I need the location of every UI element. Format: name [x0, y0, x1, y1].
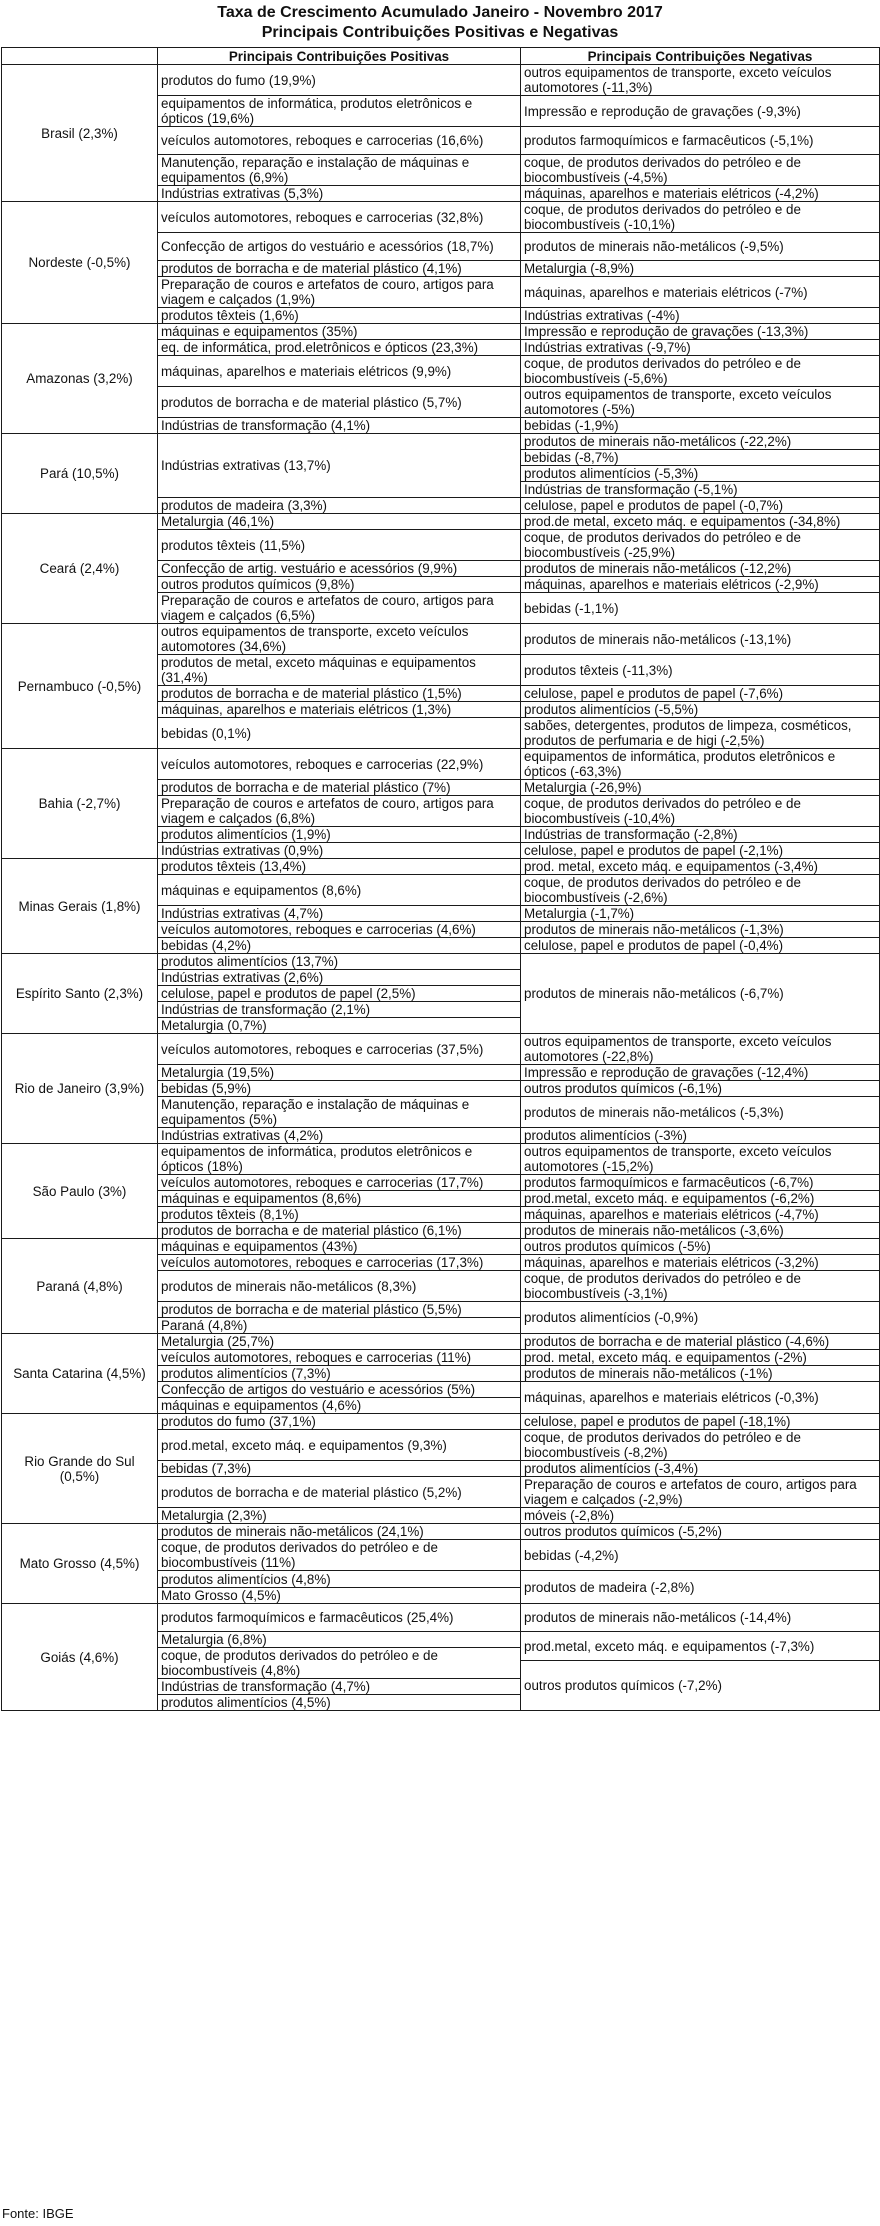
- positive-contribution-cell: Preparação de couros e artefatos de couro, artigos para viagem e calçados (6,5%): [158, 593, 521, 624]
- region-name-cell: Nordeste (-0,5%): [2, 202, 158, 324]
- table-header-row: [2, 48, 880, 65]
- negative-contribution-cell: celulose, papel e produtos de papel (-2,1%): [521, 843, 880, 859]
- negative-header: Principais Contribuições Negativas: [521, 48, 880, 65]
- negative-contribution-cell: coque, de produtos derivados do petróleo e de biocombustíveis (-3,1%): [521, 1271, 880, 1302]
- positive-contribution-cell: Preparação de couros e artefatos de couro, artigos para viagem e calçados (1,9%): [158, 277, 521, 308]
- negative-contribution-cell: produtos alimentícios (-5,5%): [521, 702, 880, 718]
- positive-contribution-cell: veículos automotores, reboques e carrocerias (32,8%): [158, 202, 521, 233]
- region-name-cell: Bahia (-2,7%): [2, 749, 158, 859]
- page-subtitle: Principais Contribuições Positivas e Negativas: [261, 24, 619, 41]
- negative-contribution-cell: prod. metal, exceto máq. e equipamentos (-3,4%): [521, 859, 880, 875]
- region-name-cell: Santa Catarina (4,5%): [2, 1334, 158, 1414]
- positive-contribution-cell: bebidas (7,3%): [158, 1461, 521, 1477]
- positive-contribution-cell: coque, de produtos derivados do petróleo e de biocombustíveis (11%): [158, 1540, 521, 1571]
- source-note: Fonte: IBGE: [2, 2206, 74, 2221]
- negative-contribution-cell: Indústrias extrativas (-9,7%): [521, 340, 880, 356]
- positive-contribution-cell: coque, de produtos derivados do petróleo e de biocombustíveis (4,8%): [158, 1648, 521, 1679]
- region-name-cell: Rio Grande do Sul (0,5%): [2, 1414, 158, 1524]
- region-name-cell: Brasil (2,3%): [2, 65, 158, 202]
- region-name-cell: Rio de Janeiro (3,9%): [2, 1034, 158, 1144]
- negative-contribution-cell: outros produtos químicos (-7,2%): [521, 1661, 880, 1711]
- positive-contribution-cell: produtos farmoquímicos e farmacêuticos (25,4%): [158, 1604, 521, 1632]
- positive-contribution-cell: Metalurgia (2,3%): [158, 1508, 521, 1524]
- positive-contribution-cell: produtos de metal, exceto máquinas e equipamentos (31,4%): [158, 655, 521, 686]
- table-row: [2, 1524, 880, 1540]
- negative-contribution-cell: produtos têxteis (-11,3%): [521, 655, 880, 686]
- positive-contribution-cell: prod.metal, exceto máq. e equipamentos (9,3%): [158, 1430, 521, 1461]
- positive-contribution-cell: Indústrias extrativas (13,7%): [158, 434, 521, 498]
- positive-contribution-cell: veículos automotores, reboques e carrocerias (37,5%): [158, 1034, 521, 1065]
- positive-contribution-cell: produtos do fumo (37,1%): [158, 1414, 521, 1430]
- negative-contribution-cell: Indústrias de transformação (-2,8%): [521, 827, 880, 843]
- positive-header: Principais Contribuições Positivas: [158, 48, 521, 65]
- negative-contribution-cell: móveis (-2,8%): [521, 1508, 880, 1524]
- negative-contribution-cell: bebidas (-1,1%): [521, 593, 880, 624]
- positive-contribution-cell: bebidas (4,2%): [158, 938, 521, 954]
- positive-contribution-cell: veículos automotores, reboques e carrocerias (16,6%): [158, 127, 521, 155]
- contributions-table: [1, 47, 880, 1711]
- negative-contribution-cell: celulose, papel e produtos de papel (-7,6%): [521, 686, 880, 702]
- negative-contribution-cell: produtos alimentícios (-3%): [521, 1128, 880, 1144]
- positive-contribution-cell: produtos têxteis (11,5%): [158, 530, 521, 561]
- positive-contribution-cell: produtos de madeira (3,3%): [158, 498, 521, 514]
- table-row: [2, 1034, 880, 1065]
- positive-contribution-cell: produtos de borracha e de material plástico (5,2%): [158, 1477, 521, 1508]
- negative-contribution-cell: Impressão e reprodução de gravações (-9,3%): [521, 96, 880, 127]
- negative-contribution-cell: produtos farmoquímicos e farmacêuticos (-6,7%): [521, 1175, 880, 1191]
- negative-contribution-cell: produtos de minerais não-metálicos (-6,7%): [521, 954, 880, 1034]
- table-row: [2, 65, 880, 96]
- positive-contribution-cell: produtos alimentícios (7,3%): [158, 1366, 521, 1382]
- negative-contribution-cell: prod.metal, exceto máq. e equipamentos (-6,2%): [521, 1191, 880, 1207]
- region-name-cell: Minas Gerais (1,8%): [2, 859, 158, 954]
- region-name-cell: Goiás (4,6%): [2, 1604, 158, 1711]
- negative-contribution-cell: outros equipamentos de transporte, exceto veículos automotores (-11,3%): [521, 65, 880, 96]
- positive-contribution-cell: Paraná (4,8%): [158, 1318, 521, 1334]
- positive-contribution-cell: máquinas, aparelhos e materiais elétricos (9,9%): [158, 356, 521, 387]
- positive-contribution-cell: máquinas e equipamentos (4,6%): [158, 1398, 521, 1414]
- positive-contribution-cell: Manutenção, reparação e instalação de máquinas e equipamentos (6,9%): [158, 155, 521, 186]
- negative-contribution-cell: coque, de produtos derivados do petróleo e de biocombustíveis (-25,9%): [521, 530, 880, 561]
- positive-contribution-cell: Mato Grosso (4,5%): [158, 1588, 521, 1604]
- positive-contribution-cell: Indústrias extrativas (5,3%): [158, 186, 521, 202]
- positive-contribution-cell: produtos do fumo (19,9%): [158, 65, 521, 96]
- positive-contribution-cell: produtos alimentícios (1,9%): [158, 827, 521, 843]
- region-name-cell: Pará (10,5%): [2, 434, 158, 514]
- table-row: [2, 749, 880, 780]
- negative-contribution-cell: coque, de produtos derivados do petróleo e de biocombustíveis (-5,6%): [521, 356, 880, 387]
- negative-contribution-cell: produtos de madeira (-2,8%): [521, 1571, 880, 1604]
- positive-contribution-cell: veículos automotores, reboques e carrocerias (4,6%): [158, 922, 521, 938]
- negative-contribution-cell: produtos farmoquímicos e farmacêuticos (-5,1%): [521, 127, 880, 155]
- table-row: [2, 202, 880, 233]
- positive-contribution-cell: máquinas e equipamentos (8,6%): [158, 1191, 521, 1207]
- negative-contribution-cell: produtos de minerais não-metálicos (-1,3%): [521, 922, 880, 938]
- negative-contribution-cell: máquinas, aparelhos e materiais elétricos (-4,2%): [521, 186, 880, 202]
- positive-contribution-cell: produtos de borracha e de material plástico (5,7%): [158, 387, 521, 418]
- negative-contribution-cell: máquinas, aparelhos e materiais elétricos (-2,9%): [521, 577, 880, 593]
- negative-contribution-cell: produtos de minerais não-metálicos (-5,3%): [521, 1097, 880, 1128]
- positive-contribution-cell: equipamentos de informática, produtos eletrônicos e ópticos (19,6%): [158, 96, 521, 127]
- negative-contribution-cell: máquinas, aparelhos e materiais elétricos (-7%): [521, 277, 880, 308]
- negative-contribution-cell: prod.de metal, exceto máq. e equipamentos (-34,8%): [521, 514, 880, 530]
- positive-contribution-cell: produtos alimentícios (4,5%): [158, 1695, 521, 1711]
- positive-contribution-cell: Indústrias extrativas (4,2%): [158, 1128, 521, 1144]
- negative-contribution-cell: Indústrias de transformação (-5,1%): [521, 482, 880, 498]
- positive-contribution-cell: Metalurgia (0,7%): [158, 1018, 521, 1034]
- negative-contribution-cell: outros produtos químicos (-5,2%): [521, 1524, 880, 1540]
- negative-contribution-cell: produtos de minerais não-metálicos (-12,2%): [521, 561, 880, 577]
- positive-contribution-cell: produtos de borracha e de material plástico (7%): [158, 780, 521, 796]
- negative-contribution-cell: coque, de produtos derivados do petróleo e de biocombustíveis (-8,2%): [521, 1430, 880, 1461]
- positive-contribution-cell: máquinas e equipamentos (35%): [158, 324, 521, 340]
- positive-contribution-cell: equipamentos de informática, produtos eletrônicos e ópticos (18%): [158, 1144, 521, 1175]
- negative-contribution-cell: máquinas, aparelhos e materiais elétricos (-4,7%): [521, 1207, 880, 1223]
- region-name-cell: Pernambuco (-0,5%): [2, 624, 158, 749]
- positive-contribution-cell: máquinas e equipamentos (8,6%): [158, 875, 521, 906]
- negative-contribution-cell: outros equipamentos de transporte, exceto veículos automotores (-15,2%): [521, 1144, 880, 1175]
- positive-contribution-cell: produtos têxteis (13,4%): [158, 859, 521, 875]
- negative-contribution-cell: bebidas (-4,2%): [521, 1540, 880, 1571]
- negative-contribution-cell: Indústrias extrativas (-4%): [521, 308, 880, 324]
- positive-contribution-cell: produtos têxteis (1,6%): [158, 308, 521, 324]
- table-row: [2, 859, 880, 875]
- negative-contribution-cell: coque, de produtos derivados do petróleo e de biocombustíveis (-10,1%): [521, 202, 880, 233]
- positive-contribution-cell: celulose, papel e produtos de papel (2,5%): [158, 986, 521, 1002]
- negative-contribution-cell: bebidas (-1,9%): [521, 418, 880, 434]
- positive-contribution-cell: Metalurgia (25,7%): [158, 1334, 521, 1350]
- negative-contribution-cell: Impressão e reprodução de gravações (-13,3%): [521, 324, 880, 340]
- table-row: [2, 1144, 880, 1175]
- region-name-cell: Ceará (2,4%): [2, 514, 158, 624]
- positive-contribution-cell: produtos de borracha e de material plástico (1,5%): [158, 686, 521, 702]
- positive-contribution-cell: Metalurgia (19,5%): [158, 1065, 521, 1081]
- positive-contribution-cell: Metalurgia (6,8%): [158, 1632, 521, 1648]
- positive-contribution-cell: Indústrias de transformação (4,1%): [158, 418, 521, 434]
- negative-contribution-cell: máquinas, aparelhos e materiais elétricos (-0,3%): [521, 1382, 880, 1414]
- region-name-cell: São Paulo (3%): [2, 1144, 158, 1239]
- negative-contribution-cell: sabões, detergentes, produtos de limpeza, cosméticos, produtos de perfumaria e de higi (-2,5%): [521, 718, 880, 749]
- negative-contribution-cell: bebidas (-8,7%): [521, 450, 880, 466]
- positive-contribution-cell: Metalurgia (46,1%): [158, 514, 521, 530]
- positive-contribution-cell: Indústrias extrativas (2,6%): [158, 970, 521, 986]
- positive-contribution-cell: eq. de informática, prod.eletrônicos e ópticos (23,3%): [158, 340, 521, 356]
- negative-contribution-cell: Metalurgia (-1,7%): [521, 906, 880, 922]
- table-row: [2, 514, 880, 530]
- table-row: [2, 624, 880, 655]
- negative-contribution-cell: celulose, papel e produtos de papel (-0,4%): [521, 938, 880, 954]
- negative-contribution-cell: produtos de minerais não-metálicos (-22,2%): [521, 434, 880, 450]
- negative-contribution-cell: produtos alimentícios (-5,3%): [521, 466, 880, 482]
- negative-contribution-cell: produtos de minerais não-metálicos (-1%): [521, 1366, 880, 1382]
- positive-contribution-cell: Indústrias extrativas (0,9%): [158, 843, 521, 859]
- positive-contribution-cell: veículos automotores, reboques e carrocerias (17,7%): [158, 1175, 521, 1191]
- negative-contribution-cell: produtos alimentícios (-0,9%): [521, 1302, 880, 1334]
- negative-contribution-cell: outros equipamentos de transporte, exceto veículos automotores (-22,8%): [521, 1034, 880, 1065]
- positive-contribution-cell: Confecção de artigos do vestuário e acessórios (5%): [158, 1382, 521, 1398]
- negative-contribution-cell: Impressão e reprodução de gravações (-12,4%): [521, 1065, 880, 1081]
- negative-contribution-cell: outros produtos químicos (-6,1%): [521, 1081, 880, 1097]
- negative-contribution-cell: prod.metal, exceto máq. e equipamentos (-7,3%): [521, 1632, 880, 1661]
- positive-contribution-cell: produtos alimentícios (13,7%): [158, 954, 521, 970]
- negative-contribution-cell: produtos de minerais não-metálicos (-9,5%): [521, 233, 880, 261]
- positive-contribution-cell: Confecção de artig. vestuário e acessórios (9,9%): [158, 561, 521, 577]
- negative-contribution-cell: coque, de produtos derivados do petróleo e de biocombustíveis (-10,4%): [521, 796, 880, 827]
- positive-contribution-cell: outros equipamentos de transporte, exceto veículos automotores (34,6%): [158, 624, 521, 655]
- table-row: [2, 1334, 880, 1350]
- page-title: Taxa de Crescimento Acumulado Janeiro - Novembro 2017: [217, 4, 663, 21]
- positive-contribution-cell: outros produtos químicos (9,8%): [158, 577, 521, 593]
- negative-contribution-cell: coque, de produtos derivados do petróleo e de biocombustíveis (-2,6%): [521, 875, 880, 906]
- table-row: [2, 1414, 880, 1430]
- table-row: [2, 1604, 880, 1632]
- positive-contribution-cell: produtos de minerais não-metálicos (24,1%): [158, 1524, 521, 1540]
- negative-contribution-cell: produtos de borracha e de material plástico (-4,6%): [521, 1334, 880, 1350]
- table-row: [2, 954, 880, 970]
- positive-contribution-cell: veículos automotores, reboques e carrocerias (11%): [158, 1350, 521, 1366]
- region-name-cell: Espírito Santo (2,3%): [2, 954, 158, 1034]
- negative-contribution-cell: celulose, papel e produtos de papel (-18,1%): [521, 1414, 880, 1430]
- negative-contribution-cell: produtos de minerais não-metálicos (-13,1%): [521, 624, 880, 655]
- negative-contribution-cell: Metalurgia (-26,9%): [521, 780, 880, 796]
- negative-contribution-cell: produtos de minerais não-metálicos (-14,4%): [521, 1604, 880, 1632]
- positive-contribution-cell: produtos de borracha e de material plástico (6,1%): [158, 1223, 521, 1239]
- positive-contribution-cell: veículos automotores, reboques e carrocerias (17,3%): [158, 1255, 521, 1271]
- positive-contribution-cell: bebidas (5,9%): [158, 1081, 521, 1097]
- positive-contribution-cell: Indústrias de transformação (2,1%): [158, 1002, 521, 1018]
- positive-contribution-cell: produtos de borracha e de material plástico (4,1%): [158, 261, 521, 277]
- table-row: [2, 1239, 880, 1255]
- table-body: [2, 65, 880, 1711]
- negative-contribution-cell: coque, de produtos derivados do petróleo e de biocombustíveis (-4,5%): [521, 155, 880, 186]
- positive-contribution-cell: máquinas, aparelhos e materiais elétricos (1,3%): [158, 702, 521, 718]
- positive-contribution-cell: Confecção de artigos do vestuário e acessórios (18,7%): [158, 233, 521, 261]
- positive-contribution-cell: Indústrias de transformação (4,7%): [158, 1679, 521, 1695]
- region-name-cell: Mato Grosso (4,5%): [2, 1524, 158, 1604]
- negative-contribution-cell: Preparação de couros e artefatos de couro, artigos para viagem e calçados (-2,9%): [521, 1477, 880, 1508]
- positive-contribution-cell: máquinas e equipamentos (43%): [158, 1239, 521, 1255]
- positive-contribution-cell: bebidas (0,1%): [158, 718, 521, 749]
- positive-contribution-cell: produtos têxteis (8,1%): [158, 1207, 521, 1223]
- negative-contribution-cell: máquinas, aparelhos e materiais elétricos (-3,2%): [521, 1255, 880, 1271]
- negative-contribution-cell: equipamentos de informática, produtos eletrônicos e ópticos (-63,3%): [521, 749, 880, 780]
- corner-header-cell: [2, 48, 158, 65]
- positive-contribution-cell: Preparação de couros e artefatos de couro, artigos para viagem e calçados (6,8%): [158, 796, 521, 827]
- negative-contribution-cell: prod. metal, exceto máq. e equipamentos (-2%): [521, 1350, 880, 1366]
- negative-contribution-cell: produtos de minerais não-metálicos (-3,6%): [521, 1223, 880, 1239]
- negative-contribution-cell: outros equipamentos de transporte, exceto veículos automotores (-5%): [521, 387, 880, 418]
- region-name-cell: Paraná (4,8%): [2, 1239, 158, 1334]
- positive-contribution-cell: produtos de minerais não-metálicos (8,3%): [158, 1271, 521, 1302]
- negative-contribution-cell: outros produtos químicos (-5%): [521, 1239, 880, 1255]
- negative-contribution-cell: produtos alimentícios (-3,4%): [521, 1461, 880, 1477]
- positive-contribution-cell: Manutenção, reparação e instalação de máquinas e equipamentos (5%): [158, 1097, 521, 1128]
- positive-contribution-cell: produtos de borracha e de material plástico (5,5%): [158, 1302, 521, 1318]
- positive-contribution-cell: produtos alimentícios (4,8%): [158, 1571, 521, 1588]
- negative-contribution-cell: celulose, papel e produtos de papel (-0,7%): [521, 498, 880, 514]
- table-row: [2, 324, 880, 340]
- positive-contribution-cell: Indústrias extrativas (4,7%): [158, 906, 521, 922]
- region-name-cell: Amazonas (3,2%): [2, 324, 158, 434]
- table-row: [2, 434, 880, 450]
- positive-contribution-cell: veículos automotores, reboques e carrocerias (22,9%): [158, 749, 521, 780]
- negative-contribution-cell: Metalurgia (-8,9%): [521, 261, 880, 277]
